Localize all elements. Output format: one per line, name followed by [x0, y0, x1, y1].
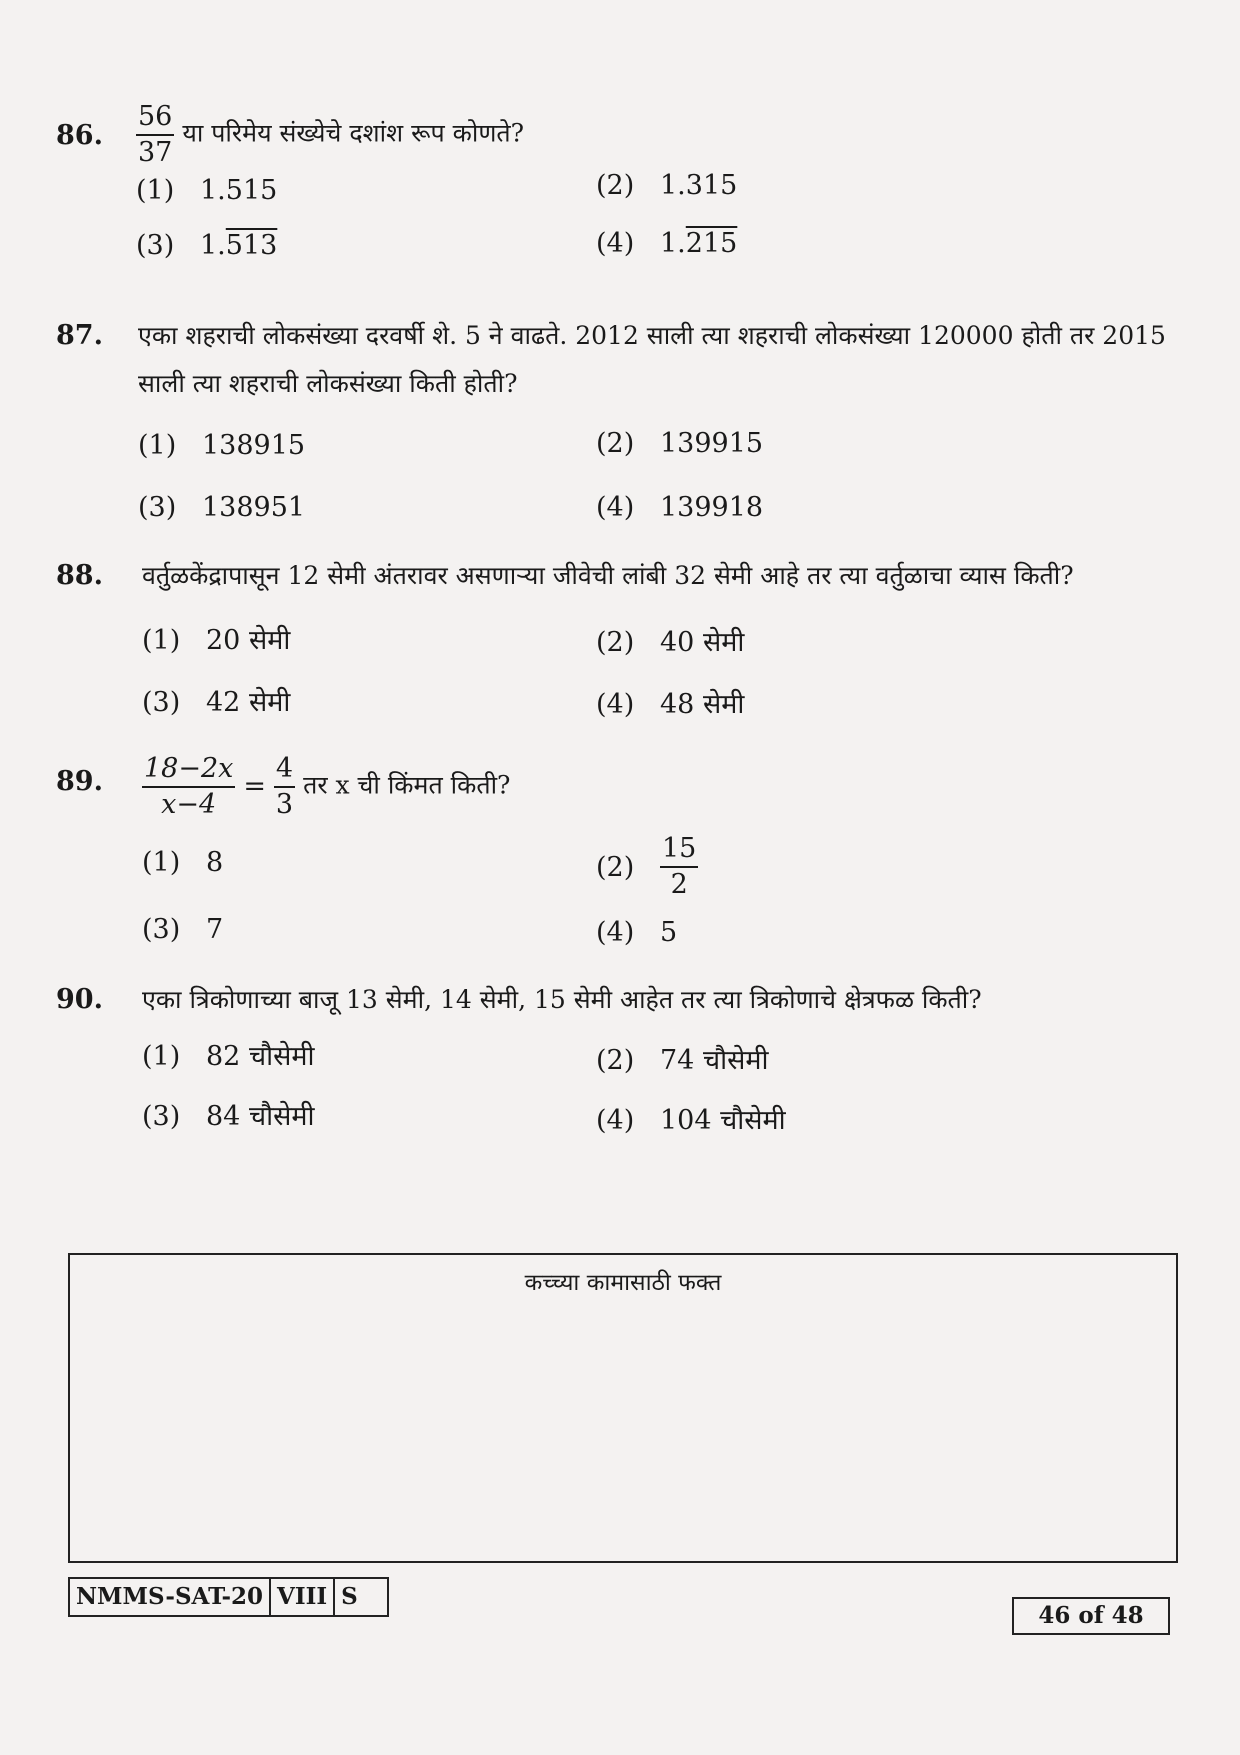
option-2[interactable]: (2) 139915	[596, 428, 764, 459]
equation-rhs: $\frac{4}{3}$	[275, 753, 294, 820]
option-1[interactable]: (1) 20 सेमी	[142, 625, 291, 656]
option-2[interactable]: (2) 74 चौसेमी	[596, 1045, 769, 1076]
rough-work-title: कच्च्या कामासाठी फक्त	[524, 1270, 722, 1296]
question-number: 88.	[56, 560, 103, 591]
page-number: 46 of 48	[1012, 1597, 1170, 1635]
option-3[interactable]: (3) 42 सेमी	[142, 687, 291, 718]
question-number: 87.	[56, 320, 103, 351]
question-number: 89.	[56, 766, 103, 797]
option-2[interactable]: (2) $\frac{15}{2}$	[596, 833, 697, 900]
equation-lhs: $\frac{18-2x}{x-4}$	[144, 753, 234, 820]
paper-code-box	[68, 1577, 389, 1617]
option-4[interactable]: (4) 104 चौसेमी	[596, 1105, 786, 1136]
option-3[interactable]: (3) 1.513	[136, 230, 278, 261]
option-4[interactable]: (4) 139918	[596, 492, 764, 523]
option-3[interactable]: (3) 7	[142, 914, 224, 945]
recurring-digits: 513	[225, 230, 278, 261]
option-3[interactable]: (3) 84 चौसेमी	[142, 1101, 315, 1132]
rough-work-box[interactable]	[68, 1253, 1178, 1563]
option-2[interactable]: (2) 1.315	[596, 170, 738, 201]
recurring-digits: 215	[685, 228, 738, 259]
paper-standard: VIII	[271, 1579, 335, 1615]
question-text: $\frac{18-2x}{x-4}$ = $\frac{4}{3}$ तर x ची किंमत किती?	[144, 753, 511, 820]
option-1[interactable]: (1) 138915	[138, 430, 306, 461]
question-text: एका शहराची लोकसंख्या दरवर्षी शे. 5 ने वाढते. 2012 साली त्या शहराची लोकसंख्या 120000 होती तर 2015 साली त्या शहराची लोकसंख्या किती होती?	[138, 321, 1166, 398]
fraction: $\frac{56}{37}$	[138, 101, 173, 168]
option-1[interactable]: (1) 1.515	[136, 175, 278, 206]
paper-code: NMMS-SAT-20	[70, 1579, 271, 1615]
option-4[interactable]: (4) 5	[596, 917, 678, 948]
option-1[interactable]: (1) 82 चौसेमी	[142, 1041, 315, 1072]
option-2[interactable]: (2) 40 सेमी	[596, 627, 745, 658]
fraction: $\frac{15}{2}$	[662, 833, 697, 900]
question-text: वर्तुळकेंद्रापासून 12 सेमी अंतरावर असणाऱ्या जीवेची लांबी 32 सेमी आहे तर त्या वर्तुळाचा व्यास किती?	[142, 561, 1074, 590]
option-4[interactable]: (4) 1.215	[596, 228, 738, 259]
paper-set: S	[341, 1583, 358, 1610]
question-text: $\frac{56}{37}$ या परिमेय संख्येचे दशांश रूप कोणते?	[138, 101, 525, 168]
question-number: 86.	[56, 120, 103, 151]
option-3[interactable]: (3) 138951	[138, 492, 306, 523]
option-4[interactable]: (4) 48 सेमी	[596, 689, 745, 720]
question-number: 90.	[56, 984, 103, 1015]
question-text: एका त्रिकोणाच्या बाजू 13 सेमी, 14 सेमी, 15 सेमी आहेत तर त्या त्रिकोणाचे क्षेत्रफळ किती?	[142, 985, 982, 1014]
option-1[interactable]: (1) 8	[142, 847, 224, 878]
